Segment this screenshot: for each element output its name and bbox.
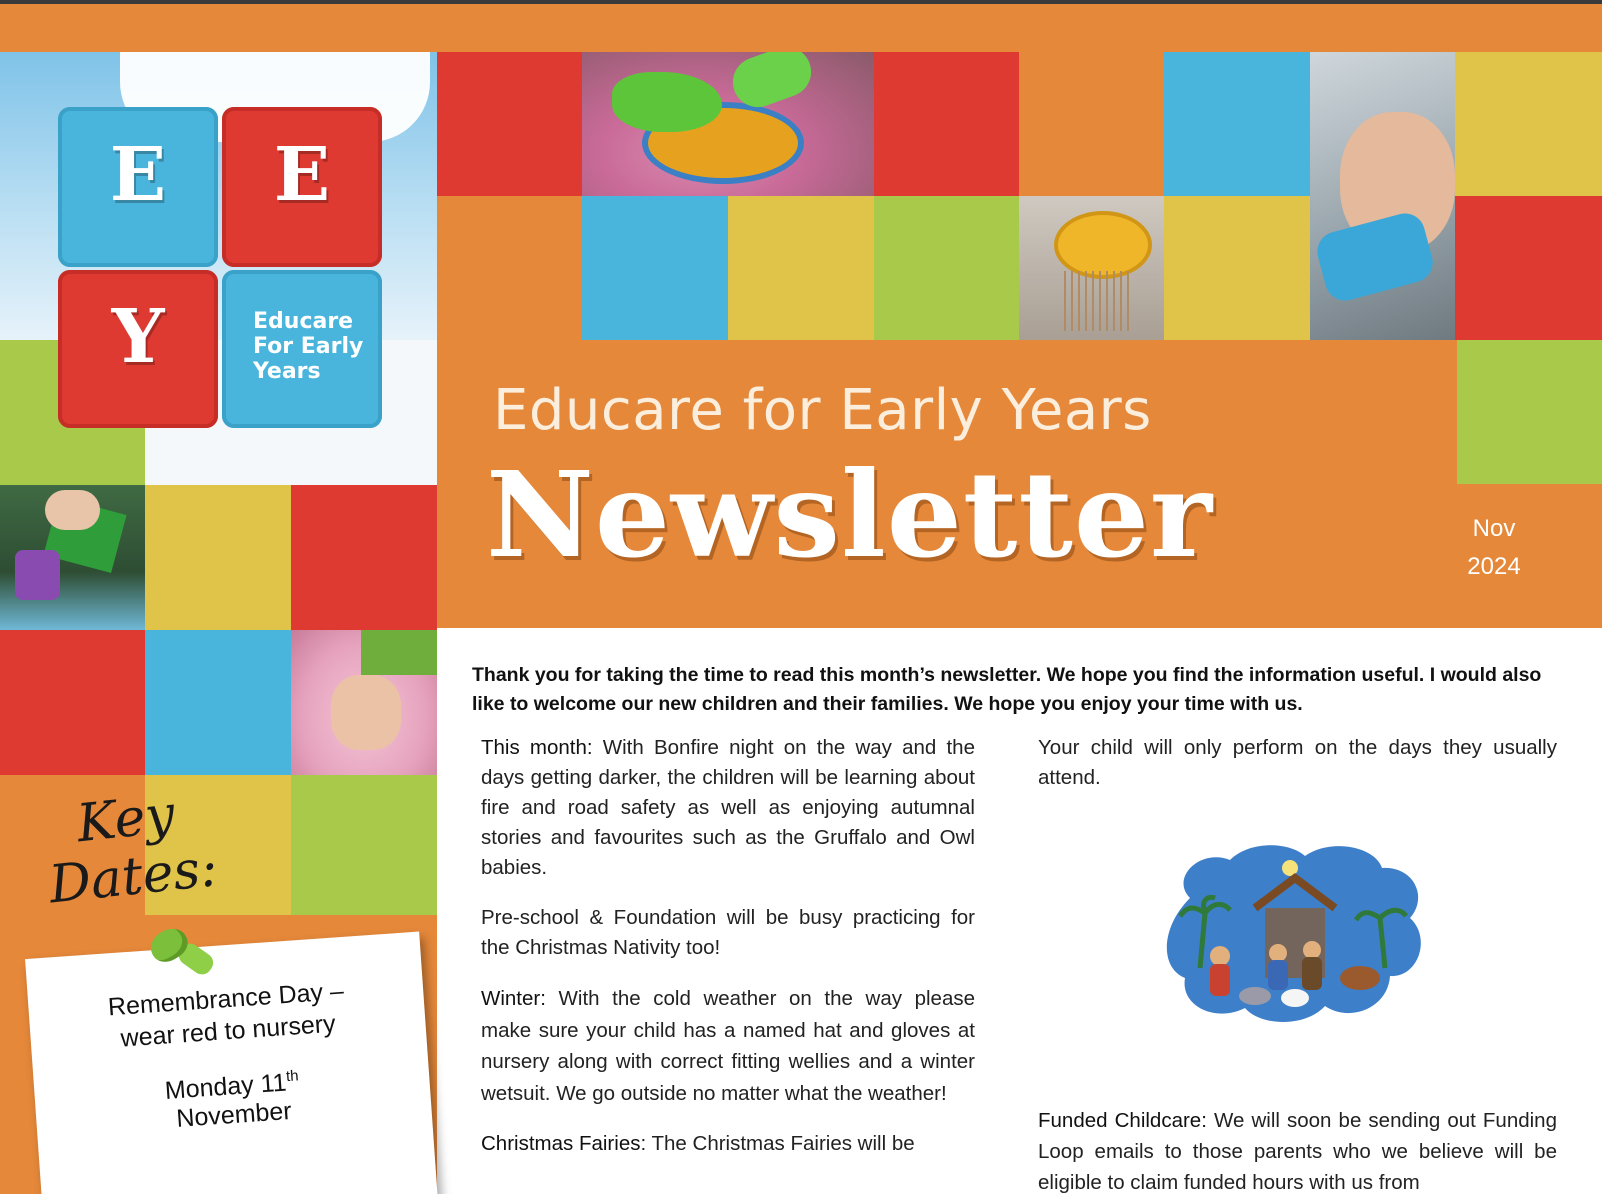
key-dates-heading-line1: Key bbox=[74, 784, 178, 855]
paragraph-funded-childcare bbox=[1038, 1105, 1557, 1194]
figure-joseph-robe-icon bbox=[1302, 957, 1322, 990]
text-winter: With the cold weather on the way please make sure your child has a named hat and gloves at nursery along with correct fitting wellies and a winter wetsuit. We go outside no matter what the weather! bbox=[481, 987, 975, 1105]
key-dates-heading bbox=[40, 782, 220, 915]
note-event-line1: Remembrance Day – bbox=[107, 976, 345, 1022]
photo-sieve-sand bbox=[1019, 196, 1164, 340]
figure-joseph-icon bbox=[1303, 941, 1321, 959]
text-funded-childcare: We will soon be sending out Funding Loop emails to those parents who we believe will be eligible to claim funded hours with us from bbox=[1038, 1109, 1557, 1194]
tile-blue bbox=[1164, 52, 1310, 196]
tile-green bbox=[291, 775, 437, 915]
key-dates-note bbox=[25, 932, 438, 1194]
text-this-month: With Bonfire night on the way and the days getting darker, the children will be learning about fire and road safety as well as enjoying autumnal stories and favourites such as the Gruffalo and Owl babies. bbox=[481, 736, 975, 879]
label-winter: Winter: bbox=[481, 987, 546, 1010]
donkey-icon bbox=[1239, 987, 1271, 1005]
tile-orange bbox=[1019, 52, 1164, 196]
label-this-month: This month: bbox=[481, 736, 593, 759]
photo-foam-hand bbox=[291, 630, 437, 775]
right-content-column bbox=[1038, 733, 1557, 813]
issue-year: 2024 bbox=[1467, 553, 1521, 580]
left-content-column bbox=[481, 733, 975, 1179]
top-orange-band bbox=[0, 4, 1602, 52]
paragraph-christmas-fairies bbox=[481, 1129, 975, 1159]
tile-red bbox=[1455, 196, 1602, 340]
tile-red bbox=[0, 630, 145, 775]
logo-letter-e1: E bbox=[109, 132, 167, 218]
figure-mary-robe-icon bbox=[1268, 960, 1288, 990]
tile-green bbox=[1457, 340, 1602, 484]
tile-red bbox=[874, 52, 1019, 196]
tile-red bbox=[437, 52, 582, 196]
ox-icon bbox=[1340, 966, 1380, 990]
photo-shape-sorter bbox=[0, 485, 145, 630]
tile-yellow bbox=[1455, 52, 1602, 196]
nativity-illustration bbox=[1160, 838, 1430, 1026]
tile-blue bbox=[582, 196, 728, 340]
photo-hands-water bbox=[1310, 52, 1455, 340]
figure-mary-icon bbox=[1269, 944, 1287, 962]
key-dates-heading-line2: Dates: bbox=[46, 838, 221, 916]
figure-king-icon bbox=[1210, 946, 1230, 966]
issue-date bbox=[1458, 510, 1530, 586]
tile-yellow bbox=[728, 196, 874, 340]
label-christmas-fairies: Christmas Fairies bbox=[481, 1132, 641, 1155]
funded-childcare-section bbox=[1038, 1105, 1557, 1194]
text-christmas-fairies: : The Christmas Fairies will be bbox=[640, 1132, 915, 1155]
issue-month: Nov bbox=[1472, 515, 1516, 542]
newsletter-subtitle: Educare for Early Years bbox=[493, 378, 1152, 443]
note-date-month: November bbox=[175, 1096, 293, 1133]
note-day-text: Monday 11 bbox=[163, 1068, 288, 1105]
figure-king-robe-icon bbox=[1210, 964, 1230, 996]
tile-yellow bbox=[145, 485, 291, 630]
newsletter-title: Newsletter bbox=[486, 445, 1214, 584]
logo-letter-e2: E bbox=[273, 132, 331, 218]
note-day-suffix: th bbox=[285, 1067, 300, 1086]
text-nativity: Pre-school & Foundation will be busy practicing for the Christmas Nativity too! bbox=[481, 906, 975, 959]
tile-red bbox=[291, 485, 437, 630]
note-event-line2: wear red to nursery bbox=[119, 1009, 337, 1053]
sheep-icon bbox=[1281, 989, 1309, 1007]
photo-water-play bbox=[582, 52, 874, 196]
tile-yellow bbox=[1164, 196, 1310, 340]
intro-paragraph: Thank you for taking the time to read this month’s newsletter. We hope you find the information useful. I would also like to welcome our new children and their families. We hope you enjoy your time with us. bbox=[472, 664, 1542, 715]
logo-text-line3: Years bbox=[253, 359, 321, 384]
tile-orange bbox=[437, 196, 582, 340]
paragraph-perform-days: Your child will only perform on the days they usually attend. bbox=[1038, 736, 1557, 789]
logo-wordmark bbox=[253, 309, 363, 384]
paragraph-winter bbox=[481, 983, 975, 1109]
logo-letter-y: Y bbox=[111, 294, 165, 380]
paragraph-this-month bbox=[481, 733, 975, 883]
tile-blue bbox=[145, 630, 291, 775]
tile-green bbox=[874, 196, 1019, 340]
paragraph-nativity bbox=[481, 903, 975, 963]
logo-text-line2: For Early bbox=[253, 334, 364, 359]
logo-text-line1: Educare bbox=[253, 309, 354, 334]
label-funded-childcare: Funded Childcare: bbox=[1038, 1109, 1207, 1132]
